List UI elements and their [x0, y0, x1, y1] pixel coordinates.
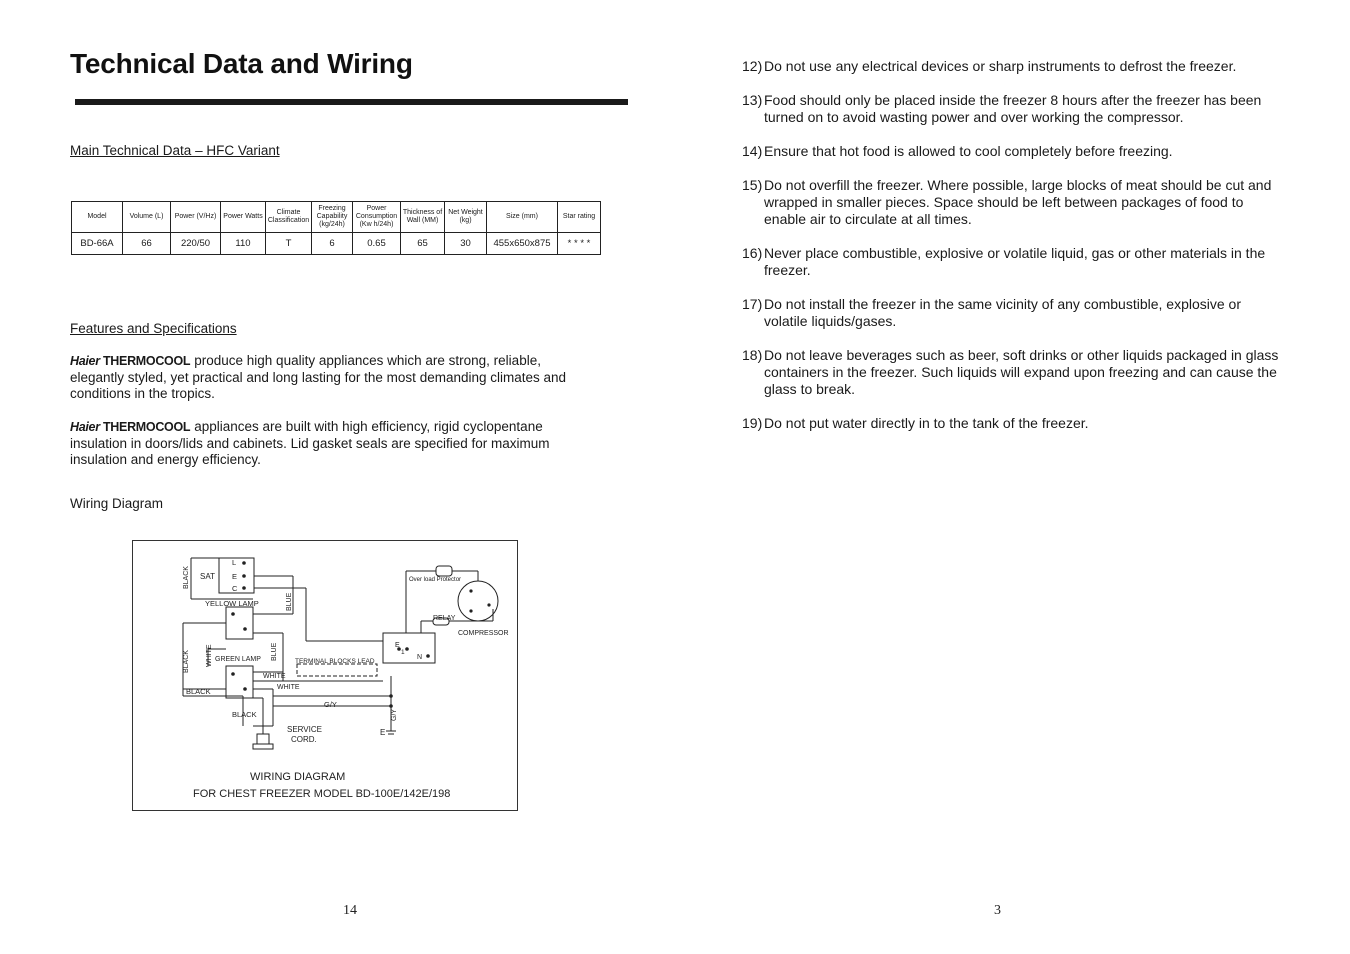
service-cord-label: SERVICE: [287, 725, 322, 734]
brand-thermocool: THERMOCOOL: [102, 354, 191, 368]
wire-black-label: BLACK: [186, 687, 211, 696]
compressor: [458, 581, 498, 621]
yellow-lamp-switch: [226, 607, 253, 639]
item-number: 15): [742, 177, 763, 193]
list-item: [742, 347, 1282, 398]
table-header-cell: Power (V/Hz): [171, 202, 221, 233]
terminal-blocks-label: TERMINAL BLOCKS LEAD: [295, 658, 375, 665]
table-cell: 110: [221, 233, 266, 255]
wire-white-label: WHITE: [206, 644, 213, 667]
item-text: Do not use any electrical devices or sharp instruments to defrost the freezer.: [764, 58, 1237, 74]
wire-gy-label: G/Y: [324, 700, 337, 709]
brand-haier: Haier: [70, 420, 100, 434]
item-text: Never place combustible, explosive or volatile liquid, gas or other materials in the freezer.: [764, 245, 1266, 278]
diagram-caption-model: FOR CHEST FREEZER MODEL BD-100E/142E/198: [193, 788, 451, 800]
table-header-cell: Star rating: [558, 202, 601, 233]
list-item: [742, 58, 1282, 75]
service-cord-label: CORD.: [291, 735, 317, 744]
table-cell: 0.65: [353, 233, 401, 255]
terminal-box: [383, 633, 435, 663]
page-title: Technical Data and Wiring: [70, 48, 413, 79]
table-cell: 455x650x875: [487, 233, 558, 255]
technical-data-heading: Main Technical Data – HFC Variant: [70, 143, 280, 158]
plug-body: [257, 734, 269, 744]
compressor-label: COMPRESSOR: [458, 630, 509, 637]
table-cell: 220/50: [171, 233, 221, 255]
terminal-box-e-label: E: [395, 642, 400, 649]
brand-logo: [70, 354, 190, 368]
table-header-cell: Size (mm): [487, 202, 558, 233]
technical-data-table: [71, 201, 601, 255]
item-number: 17): [742, 296, 763, 312]
table-header-cell: Power Watts: [221, 202, 266, 233]
item-text: Do not overfill the freezer. Where possible, large blocks of meat should be cut and wrapped in smaller pieces. Space should be left between packages of food to enable air to circulate at all times.: [764, 177, 1272, 227]
item-text: Ensure that hot food is allowed to cool completely before freezing.: [764, 143, 1173, 159]
table-cell: 6: [312, 233, 353, 255]
item-text: Do not install the freezer in the same vicinity of any combustible, explosive or volatile liquids/gases.: [764, 296, 1242, 329]
list-item: [742, 143, 1282, 160]
item-number: 12): [742, 58, 763, 74]
terminal-box-1-label: 1: [401, 649, 405, 656]
green-lamp-switch: [226, 666, 253, 698]
table-header-cell: Volume (L): [123, 202, 171, 233]
wire-black-label: BLACK: [183, 650, 190, 673]
earth-label: E: [380, 728, 386, 737]
page-number-right: 3: [994, 903, 1001, 918]
list-item: [742, 177, 1282, 228]
sat-label: SAT: [200, 572, 215, 581]
table-header-cell: Freezing Capability (kg/24h): [312, 202, 353, 233]
table-header-cell: Thickness of Wall (MM): [401, 202, 445, 233]
list-item: [742, 296, 1282, 330]
terminal-e-label: E: [232, 572, 238, 581]
diagram-caption-title: WIRING DIAGRAM: [250, 771, 346, 783]
yellow-lamp-label: YELLOW LAMP: [205, 599, 259, 608]
brand-logo: [70, 420, 190, 434]
features-paragraph-2: [70, 419, 590, 469]
table-row: [72, 233, 601, 255]
features-paragraph-1: [70, 353, 590, 403]
item-text: Do not put water directly in to the tank of the freezer.: [764, 415, 1089, 431]
item-number: 13): [742, 92, 763, 108]
table-cell: * * * *: [558, 233, 601, 255]
wire-gy-label: G/Y: [391, 708, 398, 721]
table-header-cell: Power Consumption (Kw h/24h): [353, 202, 401, 233]
wire-black-label: BLACK: [232, 710, 257, 719]
green-lamp-label: GREEN LAMP: [215, 656, 261, 663]
safety-instructions-list: [742, 58, 1282, 449]
item-number: 18): [742, 347, 763, 363]
page-number-left: 14: [343, 903, 357, 918]
overload-protector: [436, 566, 452, 576]
table-header-cell: Model: [72, 202, 123, 233]
wire-blue-label: BLUE: [271, 642, 278, 661]
list-item: [742, 92, 1282, 126]
brand-haier: Haier: [70, 354, 100, 368]
table-cell: 66: [123, 233, 171, 255]
wire-white-label: WHITE: [277, 684, 300, 691]
wiring-heading: Wiring Diagram: [70, 496, 164, 511]
list-item: [742, 245, 1282, 279]
item-number: 19): [742, 415, 763, 431]
table-header-cell: Climate Classification: [266, 202, 312, 233]
wire-black-label: BLACK: [183, 566, 190, 589]
item-number: 16): [742, 245, 763, 261]
terminal-c-label: C: [232, 584, 238, 593]
features-text-1: produce high quality appliances which are strong, reliable, elegantly styled, yet practical and long lasting for the most demanding climates and conditions in the tropics.: [70, 353, 567, 401]
table-cell: 65: [401, 233, 445, 255]
terminal-l-label: L: [232, 558, 237, 567]
item-number: 14): [742, 143, 763, 159]
item-text: Food should only be placed inside the freezer 8 hours after the freezer has been turned on to avoid wasting power and over working the compressor.: [764, 92, 1262, 125]
wire-white-label: WHITE: [263, 673, 286, 680]
brand-thermocool: THERMOCOOL: [102, 420, 191, 434]
table-cell: T: [266, 233, 312, 255]
table-header-row: [72, 202, 601, 233]
item-text: Do not leave beverages such as beer, soft drinks or other liquids packaged in glass containers in the freezer. Such liquids will expand upon freezing and can cause the glass to break.: [764, 347, 1279, 397]
title-rule: [75, 99, 628, 105]
table-cell: BD-66A: [72, 233, 123, 255]
wire-blue-label: BLUE: [286, 592, 293, 611]
features-text-2: appliances are built with high efficiency, rigid cyclopentane insulation in doors/lids and cabinets. Lid gasket seals are specified for maximum insulation and energy efficiency.: [70, 419, 550, 467]
plug-base: [253, 744, 273, 749]
terminal-blocks: [297, 664, 377, 676]
table-header-cell: Net Weight (kg): [445, 202, 487, 233]
features-heading: Features and Specifications: [70, 321, 237, 336]
wiring-diagram: [132, 540, 518, 811]
terminal-box-n-label: N: [417, 654, 423, 661]
overload-protector-label: Over load Protector: [409, 577, 462, 583]
relay-label: RELAY: [433, 615, 456, 622]
list-item: [742, 415, 1282, 432]
table-cell: 30: [445, 233, 487, 255]
